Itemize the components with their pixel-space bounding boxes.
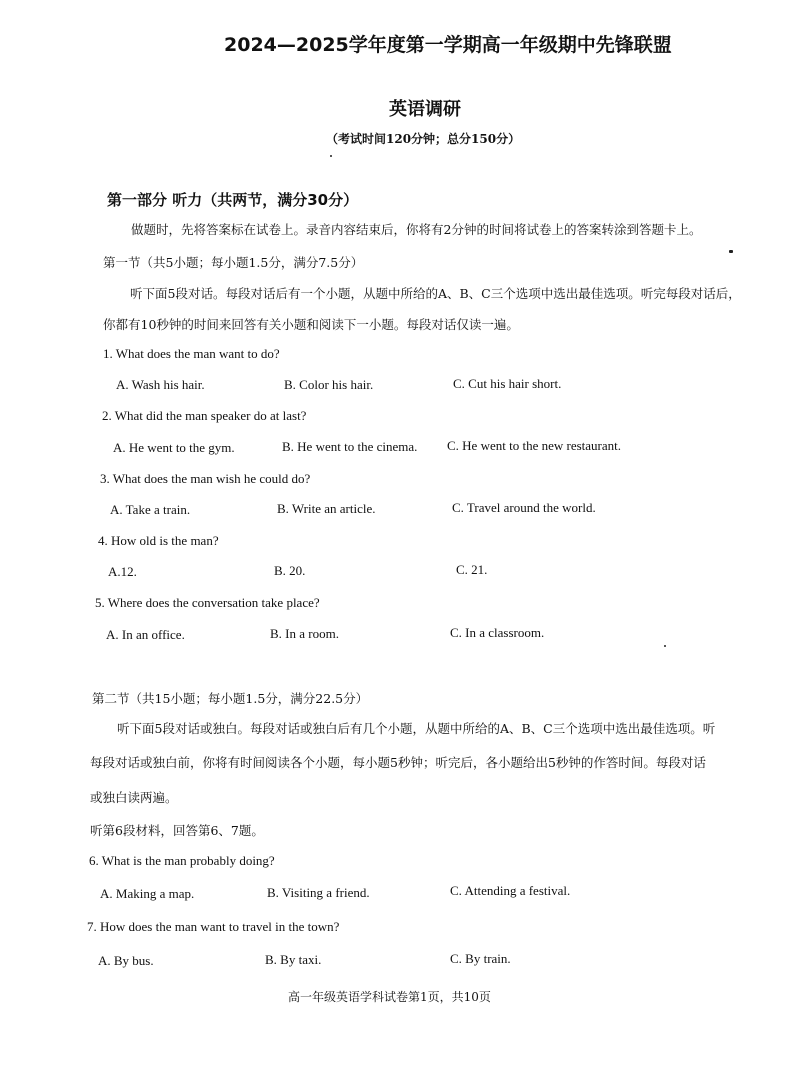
question-3-option-a: A. Take a train. <box>110 502 191 517</box>
question-1-option-b: B. Color his hair. <box>284 377 374 392</box>
section1-instruction-line1: 听下面5段对话。每段对话后有一个小题，从题中所给的A、B、C三个选项中选出最佳选项。听完每段对话后， <box>130 286 741 301</box>
question-2-option-a: A. He went to the gym. <box>113 440 235 455</box>
question-1-option-c: C. Cut his hair short. <box>453 376 562 391</box>
question-4-option-a: A.12. <box>108 564 137 579</box>
question-2-option-b: B. He went to the cinema. <box>282 439 418 454</box>
question-5-option-b: B. In a room. <box>270 626 339 641</box>
question-7-option-c: C. By train. <box>450 951 511 966</box>
question-7-option-a: A. By bus. <box>98 953 154 968</box>
exam-time-info: （考试时间120分钟；总分150分） <box>326 132 521 146</box>
section2-instruction-line2: 每段对话或独白前，你将有时间阅读各个小题，每小题5秒钟；听完后，各小题给出5秒钟的作答时间。每段对话 <box>90 755 706 770</box>
question-1-option-a: A. Wash his hair. <box>116 377 205 392</box>
question-7-stem: 7. How does the man want to travel in the town? <box>87 919 340 934</box>
question-7-option-b: B. By taxi. <box>265 952 322 967</box>
scan-speck <box>729 250 733 253</box>
question-3-option-c: C. Travel around the world. <box>452 500 596 515</box>
material-note: 听第6段材料，回答第6、7题。 <box>90 823 264 838</box>
question-4-option-c: C. 21. <box>456 562 488 577</box>
part1-heading: 第一部分 听力（共两节，满分30分） <box>107 191 359 209</box>
question-4-stem: 4. How old is the man? <box>98 533 219 548</box>
section2-instruction-line1: 听下面5段对话或独白。每段对话或独白后有几个小题，从题中所给的A、B、C三个选项中选出最佳选项。听 <box>117 721 716 736</box>
question-5-option-a: A. In an office. <box>106 627 185 642</box>
question-2-stem: 2. What did the man speaker do at last? <box>102 408 307 423</box>
section2-instruction-line3: 或独白读两遍。 <box>90 790 178 805</box>
question-3-option-b: B. Write an article. <box>277 501 376 516</box>
question-5-option-c: C. In a classroom. <box>450 625 545 640</box>
exam-title: 2024—2025学年度第一学期高一年级期中先锋联盟 <box>224 34 672 56</box>
scan-speck <box>664 645 666 647</box>
question-3-stem: 3. What does the man wish he could do? <box>100 471 311 486</box>
question-6-stem: 6. What is the man probably doing? <box>89 853 275 868</box>
question-6-option-c: C. Attending a festival. <box>450 883 571 898</box>
question-5-stem: 5. Where does the conversation take place? <box>95 595 320 610</box>
page-footer: 高一年级英语学科试卷第1页，共10页 <box>288 990 491 1004</box>
section1-heading: 第一节（共5小题；每小题1.5分，满分7.5分） <box>103 255 364 270</box>
exam-subtitle: 英语调研 <box>389 99 461 120</box>
question-6-option-b: B. Visiting a friend. <box>267 885 370 900</box>
question-4-option-b: B. 20. <box>274 563 306 578</box>
scan-speck <box>330 155 332 157</box>
question-2-option-c: C. He went to the new restaurant. <box>447 438 622 453</box>
question-6-option-a: A. Making a map. <box>100 886 195 901</box>
question-1-stem: 1. What does the man want to do? <box>103 346 280 361</box>
section2-heading: 第二节（共15小题；每小题1.5分，满分22.5分） <box>92 691 369 706</box>
part1-instruction: 做题时，先将答案标在试卷上。录音内容结束后，你将有2分钟的时间将试卷上的答案转涂到答题卡上。 <box>131 222 702 237</box>
section1-instruction-line2: 你都有10秒钟的时间来回答有关小题和阅读下一小题。每段对话仅读一遍。 <box>103 317 519 332</box>
